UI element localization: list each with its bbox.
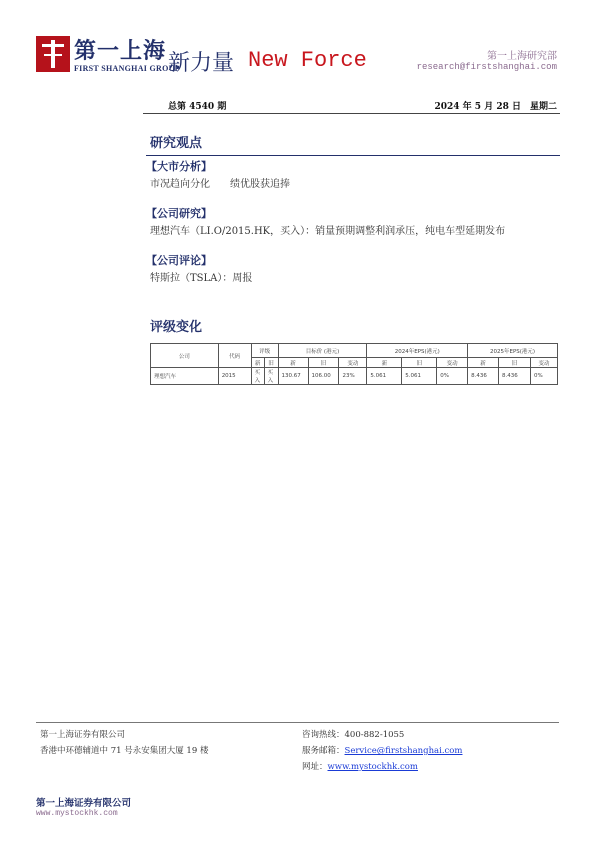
section-title-research-view: 研究观点 [150, 136, 203, 151]
header-divider [143, 113, 560, 114]
logo-mark-icon [36, 36, 70, 72]
header-eps-2024: 2024年EPS(港元) [367, 344, 468, 358]
cell-eps25-change: 0% [530, 368, 557, 385]
company-research-text[interactable]: 理想汽车（LI.O/2015.HK，买入）：销量预期调整利润承压，纯电车型延期发布 [150, 226, 506, 237]
cell-eps24-change: 0% [437, 368, 468, 385]
cell-eps24-new: 5.061 [367, 368, 402, 385]
sub-change: 变动 [437, 358, 468, 368]
cell-code: 2015 [218, 368, 251, 385]
sub-new: 新 [278, 358, 308, 368]
market-analysis-text[interactable]: 市况趋向分化 绩优股获追捧 [150, 179, 290, 190]
hotline-number[interactable]: 400-882-1055 [344, 730, 405, 740]
rating-change-table [150, 343, 558, 385]
footer-hotline [302, 728, 404, 740]
bottom-website[interactable]: www.mystockhk.com [36, 809, 118, 818]
bottom-company-name: 第一上海证券有限公司 [36, 798, 132, 809]
cell-rating-old: 买入 [264, 368, 278, 385]
department-name: 第一上海研究部 [487, 51, 557, 62]
service-email-link[interactable]: Service@firstshanghai.com [344, 746, 463, 756]
sub-old: 旧 [308, 358, 339, 368]
market-analysis-heading: 【大市分析】 [146, 160, 212, 173]
table-row [151, 368, 558, 385]
section-title-rating-change: 评级变化 [150, 320, 203, 335]
email-label: 服务邮箱： [302, 746, 345, 756]
cell-eps25-old: 8.436 [499, 368, 531, 385]
header-rating: 评级 [251, 344, 278, 358]
issue-date: 2024 年 5 月 28 日 星期二 [434, 102, 557, 112]
company-review-heading: 【公司评论】 [146, 254, 212, 267]
cell-eps24-old: 5.061 [402, 368, 437, 385]
header-eps-2025: 2025年EPS(港元) [468, 344, 558, 358]
sub-change: 变动 [339, 358, 367, 368]
company-research-heading: 【公司研究】 [146, 207, 212, 220]
sub-new: 新 [251, 358, 264, 368]
hotline-label: 咨询热线： [302, 730, 345, 740]
logo-english: FIRST SHANGHAI GROUP [74, 64, 180, 73]
footer-company-name: 第一上海证券有限公司 [40, 730, 126, 740]
website-link[interactable]: www.mystockhk.com [327, 762, 418, 772]
company-review-text[interactable]: 特斯拉（TSLA）：周报 [150, 273, 253, 284]
header-target-price: 目标价 (港元) [278, 344, 367, 358]
cell-eps25-new: 8.436 [468, 368, 499, 385]
section-divider [146, 155, 560, 156]
cell-target-new: 130.67 [278, 368, 308, 385]
cell-target-old: 106.00 [308, 368, 339, 385]
footer-website [302, 760, 418, 772]
issue-number: 总第 4540 期 [168, 102, 227, 112]
footer-service-email [302, 744, 462, 756]
cell-rating-new: 买入 [251, 368, 264, 385]
web-label: 网址： [302, 762, 328, 772]
logo-chinese: 第一上海 [74, 38, 167, 64]
cell-target-change: 23% [339, 368, 367, 385]
sub-new: 新 [367, 358, 402, 368]
sub-change: 变动 [530, 358, 557, 368]
header-code: 代码 [218, 344, 251, 368]
header-company: 公司 [151, 344, 219, 368]
footer-address: 香港中环德辅道中 71 号永安集团大厦 19 楼 [40, 746, 209, 756]
cell-company: 理想汽车 [151, 368, 219, 385]
sub-new: 新 [468, 358, 499, 368]
sub-old: 旧 [264, 358, 278, 368]
newsletter-title-cn: 新力量 [168, 51, 235, 76]
sub-old: 旧 [499, 358, 531, 368]
research-email[interactable]: research@firstshanghai.com [416, 62, 557, 72]
footer-divider [36, 722, 559, 723]
newsletter-title-en: New Force [248, 48, 367, 73]
sub-old: 旧 [402, 358, 437, 368]
